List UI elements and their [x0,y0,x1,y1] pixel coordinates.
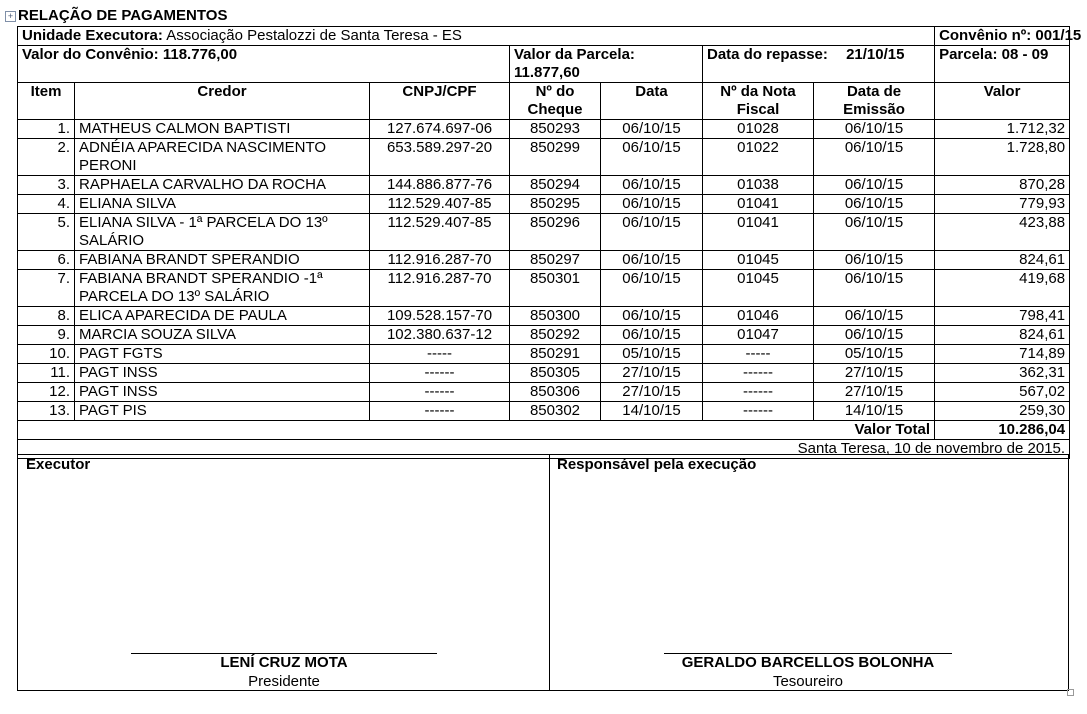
cell-data: 06/10/15 [601,195,703,214]
col-header-credor: Credor [75,83,370,120]
cell-item: 13. [18,402,75,421]
cell-credor: RAPHAELA CARVALHO DA ROCHA [75,176,370,195]
valor-parcela-cell [510,46,703,83]
table-row [18,176,1070,195]
cell-valor: 419,68 [935,270,1070,307]
valor-parcela-label: Valor da Parcela: [514,46,635,63]
signature-area [17,454,1069,691]
cell-credor: PAGT INSS [75,383,370,402]
cell-cnpj: 112.916.287-70 [370,251,510,270]
cell-item: 6. [18,251,75,270]
column-header-row [18,83,1070,120]
cell-cnpj: ----- [370,345,510,364]
cell-credor: PAGT PIS [75,402,370,421]
data-repasse-label: Data do repasse: [707,46,828,63]
cell-emissao: 06/10/15 [814,214,935,251]
table-row [18,120,1070,139]
table-row [18,326,1070,345]
cell-emissao: 06/10/15 [814,139,935,176]
cell-item: 7. [18,270,75,307]
cell-cnpj: 144.886.877-76 [370,176,510,195]
cell-cnpj: ------ [370,383,510,402]
cell-nota: ----- [703,345,814,364]
cell-cheque: 850291 [510,345,601,364]
responsavel-role: Tesoureiro [772,673,844,690]
cell-credor: ELIANA SILVA [75,195,370,214]
table-row [18,402,1070,421]
cell-credor: ADNÉIA APARECIDA NASCIMENTO PERONI [75,139,370,176]
col-header-valor: Valor [935,83,1070,120]
cell-cnpj: 112.916.287-70 [370,270,510,307]
col-header-item: Item [18,83,75,120]
col-header-cnpj: CNPJ/CPF [370,83,510,120]
table-row [18,307,1070,326]
cell-cheque: 850299 [510,139,601,176]
cell-valor: 1.712,32 [935,120,1070,139]
cell-cnpj: ------ [370,402,510,421]
convenio-cell [935,27,1082,46]
cell-credor: PAGT INSS [75,364,370,383]
cell-data: 27/10/15 [601,383,703,402]
cell-valor: 870,28 [935,176,1070,195]
cell-cheque: 850295 [510,195,601,214]
document-title: RELAÇÃO DE PAGAMENTOS [18,7,228,24]
place-date: Santa Teresa, 10 de novembro de 2015. [18,440,1070,459]
responsavel-heading: Responsável pela execução [557,456,757,473]
cell-data: 14/10/15 [601,402,703,421]
cell-nota: 01038 [703,176,814,195]
executor-name: LENÍ CRUZ MOTA [220,654,348,671]
cell-emissao: 06/10/15 [814,176,935,195]
cell-emissao: 14/10/15 [814,402,935,421]
cell-item: 2. [18,139,75,176]
cell-credor: FABIANA BRANDT SPERANDIO -1ª PARCELA DO 13º SALÁRIO [75,270,370,307]
cell-valor: 824,61 [935,326,1070,345]
table-row [18,214,1070,251]
cell-cheque: 850296 [510,214,601,251]
cell-nota: ------ [703,383,814,402]
cell-valor: 714,89 [935,345,1070,364]
table-row [18,139,1070,176]
cell-emissao: 06/10/15 [814,251,935,270]
cell-item: 4. [18,195,75,214]
cell-emissao: 06/10/15 [814,307,935,326]
cell-valor: 1.728,80 [935,139,1070,176]
table-row [18,383,1070,402]
cell-cheque: 850301 [510,270,601,307]
col-header-emissao: Data de Emissão [814,83,935,120]
cell-item: 8. [18,307,75,326]
table-row [18,345,1070,364]
cell-cheque: 850302 [510,402,601,421]
cell-nota: 01047 [703,326,814,345]
total-value: 10.286,04 [935,421,1070,440]
cell-nota: 01041 [703,195,814,214]
header-row-unidade [18,27,1070,46]
cell-cnpj: 112.529.407-85 [370,195,510,214]
cell-valor: 779,93 [935,195,1070,214]
parcela-label: Parcela: [939,46,998,63]
data-repasse-cell [703,46,935,83]
valor-convenio-value: 118.776,00 [162,46,238,63]
cell-cheque: 850294 [510,176,601,195]
valor-convenio-cell [18,46,510,83]
cell-credor: ELICA APARECIDA DE PAULA [75,307,370,326]
total-row [18,421,1070,440]
end-of-cell-mark [1067,689,1074,696]
cell-nota: 01045 [703,270,814,307]
convenio-value: 001/15 [1035,27,1082,44]
cell-credor: PAGT FGTS [75,345,370,364]
cell-data: 06/10/15 [601,176,703,195]
cell-nota: 01028 [703,120,814,139]
cell-emissao: 05/10/15 [814,345,935,364]
cell-valor: 423,88 [935,214,1070,251]
executor-heading: Executor [26,456,91,473]
cell-emissao: 27/10/15 [814,364,935,383]
payments-table [17,26,1082,459]
convenio-label: Convênio nº: [939,27,1032,44]
valor-parcela-value: 11.877,60 [514,64,580,81]
cell-valor: 798,41 [935,307,1070,326]
cell-item: 3. [18,176,75,195]
payments-rows [18,120,1070,421]
cell-nota: 01045 [703,251,814,270]
cell-item: 10. [18,345,75,364]
cell-cheque: 850293 [510,120,601,139]
cell-item: 12. [18,383,75,402]
parcela-cell [935,46,1070,83]
col-header-cheque: Nº do Cheque [510,83,601,120]
cell-emissao: 06/10/15 [814,195,935,214]
cell-credor: ELIANA SILVA - 1ª PARCELA DO 13º SALÁRIO [75,214,370,251]
table-row [18,270,1070,307]
cell-data: 06/10/15 [601,214,703,251]
cell-data: 06/10/15 [601,270,703,307]
cell-credor: MARCIA SOUZA SILVA [75,326,370,345]
cell-data: 06/10/15 [601,120,703,139]
cell-data: 06/10/15 [601,307,703,326]
cell-cheque: 850306 [510,383,601,402]
cell-cnpj: 127.674.697-06 [370,120,510,139]
data-repasse-value: 21/10/15 [846,46,905,63]
unidade-value: Associação Pestalozzi de Santa Teresa - ES [166,27,462,44]
header-row-valores [18,46,1070,83]
cell-nota: ------ [703,402,814,421]
cell-nota: 01022 [703,139,814,176]
cell-emissao: 06/10/15 [814,270,935,307]
cell-nota: 01046 [703,307,814,326]
cell-cheque: 850297 [510,251,601,270]
total-label: Valor Total [18,421,935,440]
cell-valor: 567,02 [935,383,1070,402]
unidade-label: Unidade Executora: [22,27,163,44]
cell-credor: MATHEUS CALMON BAPTISTI [75,120,370,139]
table-row [18,195,1070,214]
cell-cnpj: 109.528.157-70 [370,307,510,326]
valor-convenio-label: Valor do Convênio: [22,46,159,63]
col-header-nota: Nº da Nota Fiscal [703,83,814,120]
cell-cheque: 850300 [510,307,601,326]
cell-credor: FABIANA BRANDT SPERANDIO [75,251,370,270]
unidade-cell [18,27,935,46]
cell-data: 06/10/15 [601,251,703,270]
cell-emissao: 06/10/15 [814,326,935,345]
cell-emissao: 27/10/15 [814,383,935,402]
cell-valor: 362,31 [935,364,1070,383]
cell-cnpj: 653.589.297-20 [370,139,510,176]
cell-item: 1. [18,120,75,139]
responsavel-name: GERALDO BARCELLOS BOLONHA [681,654,935,671]
table-row [18,251,1070,270]
cell-item: 9. [18,326,75,345]
cell-data: 05/10/15 [601,345,703,364]
cell-cheque: 850305 [510,364,601,383]
signature-divider [549,455,550,690]
cell-item: 11. [18,364,75,383]
table-row [18,364,1070,383]
cell-item: 5. [18,214,75,251]
cell-cheque: 850292 [510,326,601,345]
cell-cnpj: 102.380.637-12 [370,326,510,345]
cell-emissao: 06/10/15 [814,120,935,139]
cell-data: 06/10/15 [601,139,703,176]
executor-role: Presidente [248,673,320,690]
table-move-handle-icon[interactable]: + [5,11,16,22]
cell-nota: 01041 [703,214,814,251]
cell-valor: 259,30 [935,402,1070,421]
cell-data: 27/10/15 [601,364,703,383]
cell-cnpj: 112.529.407-85 [370,214,510,251]
cell-cnpj: ------ [370,364,510,383]
cell-valor: 824,61 [935,251,1070,270]
cell-nota: ------ [703,364,814,383]
parcela-value: 08 - 09 [1001,46,1049,63]
col-header-data: Data [601,83,703,120]
cell-data: 06/10/15 [601,326,703,345]
